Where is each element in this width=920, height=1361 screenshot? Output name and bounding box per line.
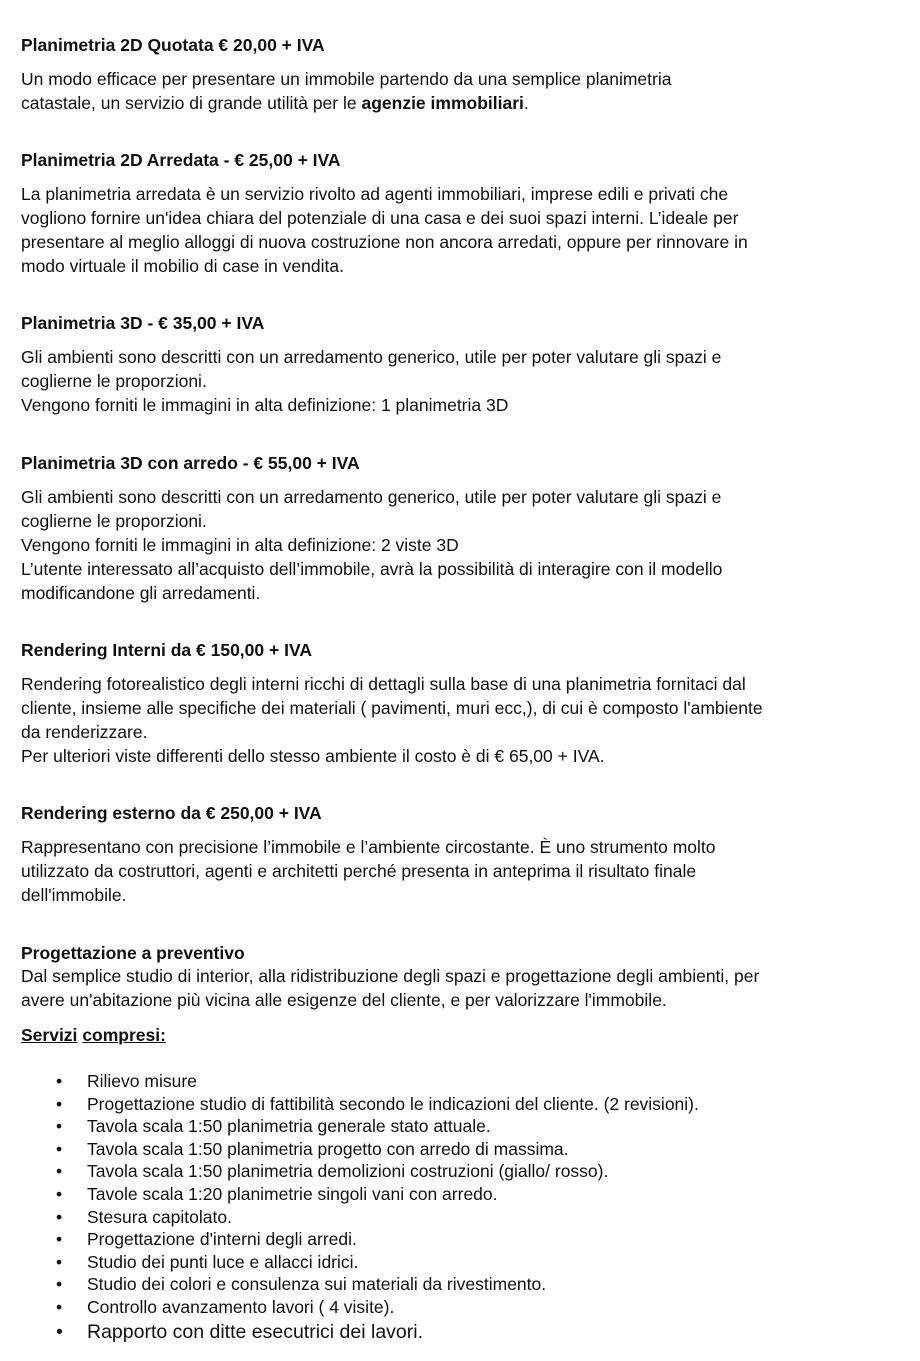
description-line: modificandone gli arredamenti. [21,583,261,603]
list-item [21,1273,699,1296]
list-item-text: Tavola scala 1:50 planimetria demolizioni costruzioni (giallo/ rosso). [87,1161,609,1182]
section-rendering-interni [21,639,763,768]
description-line: Rappresentano con precisione l’immobile e l’ambiente circostante. È uno strumento molto [21,837,716,857]
section-progettazione-a-preventivo [21,942,759,1012]
list-item [21,1115,699,1138]
description-line: Gli ambienti sono descritti con un arredamento generico, utile per poter valutare gli spazi e [21,347,722,367]
section-title: Rendering Interni da € 150,00 + IVA [21,640,312,660]
description-line: Un modo efficace per presentare un immobile partendo da una semplice planimetria [21,69,672,89]
list-item [21,1228,699,1251]
section-planimetria-2d-quotata [21,34,671,115]
section-description [21,835,716,907]
description-line: Vengono forniti le immagini in alta definizione: 1 planimetria 3D [21,395,509,415]
description-line: Gli ambienti sono descritti con un arredamento generico, utile per poter valutare gli spazi e [21,487,722,507]
section-planimetria-3d [21,312,721,417]
list-item-text: Tavole scala 1:20 planimetrie singoli vani con arredo. [87,1183,498,1204]
list-item-text: Studio dei punti luce e allacci idrici. [87,1251,359,1272]
section-description [21,182,748,278]
description-line: Rendering fotorealistico degli interni ricchi di dettagli sulla base di una planimetria fornitaci dal [21,674,746,694]
list-item [21,1206,699,1229]
description-line: utilizzato da costruttori, agenti e architetti perché presenta in anteprima il risultato finale [21,861,697,881]
section-planimetria-2d-arredata [21,149,748,278]
section-description [21,672,763,768]
description-line [21,91,671,115]
list-item-text: Tavola scala 1:50 planimetria generale stato attuale. [87,1116,491,1137]
services-list [21,1070,699,1346]
list-item-text: Tavola scala 1:50 planimetria progetto con arredo di massima. [87,1138,569,1159]
bullet-icon: • [56,1138,63,1159]
services-heading-word: compresi: [82,1025,166,1045]
section-description [21,485,722,605]
bullet-icon: • [56,1296,63,1317]
bullet-icon: • [56,1274,63,1295]
description-line: cliente, insieme alle specifiche dei materiali ( pavimenti, muri ecc,), di cui è composto l'ambiente [21,698,763,718]
bullet-icon: • [56,1071,63,1091]
description-line: Per ulteriori viste differenti dello stesso ambiente il costo è di € 65,00 + IVA. [21,746,605,766]
bullet-icon: • [56,1251,63,1272]
bullet-icon: • [56,1161,63,1182]
list-item [21,1070,699,1093]
bullet-icon: • [56,1093,63,1114]
list-item [21,1138,699,1161]
bullet-icon: • [56,1206,63,1227]
list-item [21,1183,699,1206]
section-title: Planimetria 3D con arredo - € 55,00 + IVA [21,453,360,473]
description-line: vogliono fornire un'idea chiara del potenziale di una casa e dei suoi spazi interni. L’ideale per [21,208,739,228]
section-title: Rendering esterno da € 250,00 + IVA [21,803,322,823]
bullet-icon: • [56,1229,63,1250]
description-line: avere un'abitazione più vicina alle esigenze del cliente, e per valorizzare l'immobile. [21,990,667,1010]
section-rendering-esterno [21,802,716,907]
description-line: coglierne le proporzioni. [21,511,207,531]
list-item-text: Stesura capitolato. [87,1206,232,1227]
list-item-text: Progettazione d'interni degli arredi. [87,1229,357,1250]
description-line: L’utente interessato all’acquisto dell’immobile, avrà la possibilità di interagire con il modello [21,559,723,579]
list-item-text: Rilievo misure [87,1071,197,1091]
section-description [21,345,721,417]
section-title: Planimetria 2D Quotata € 20,00 + IVA [21,35,325,55]
list-item-text: Progettazione studio di fattibilità secondo le indicazioni del cliente. (2 revisioni). [87,1093,699,1114]
description-line: coglierne le proporzioni. [21,371,207,391]
list-item-text: Rapporto con ditte esecutrici dei lavori. [87,1320,424,1343]
description-text: catastale, un servizio di grande utilità per le [21,93,362,113]
description-line: modo virtuale il mobilio di case in vendita. [21,256,344,276]
description-line: La planimetria arredata è un servizio rivolto ad agenti immobiliari, imprese edili e privati che [21,184,729,204]
description-line: da renderizzare. [21,722,148,742]
description-line: dell'immobile. [21,885,127,905]
description-line: presentare al meglio alloggi di nuova costruzione non ancora arredati, oppure per rinnovare in [21,232,748,252]
bullet-icon: • [56,1183,63,1204]
description-punctuation: . [523,93,529,113]
list-item [21,1160,699,1183]
list-item [21,1296,699,1319]
section-title: Planimetria 2D Arredata - € 25,00 + IVA [21,150,341,170]
list-item-text: Studio dei colori e consulenza sui materiali da rivestimento. [87,1274,547,1295]
list-item [21,1251,699,1274]
section-title: Planimetria 3D - € 35,00 + IVA [21,313,265,333]
bullet-icon: • [56,1320,63,1343]
services-heading [21,1024,166,1046]
section-planimetria-3d-con-arredo [21,452,722,605]
description-line: Dal semplice studio di interior, alla ridistribuzione degli spazi e progettazione degli ambienti, per [21,966,760,986]
description-line: Vengono forniti le immagini in alta definizione: 2 viste 3D [21,535,459,555]
section-description [21,964,759,1012]
section-description [21,67,671,115]
list-item-text: Controllo avanzamento lavori ( 4 visite). [87,1296,395,1317]
highlight-agenzie-immobiliari: agenzie immobiliari [361,93,524,113]
section-title: Progettazione a preventivo [21,943,245,963]
services-heading-word: Servizi [21,1025,78,1045]
bullet-icon: • [56,1116,63,1137]
list-item [21,1319,699,1346]
list-item [21,1093,699,1116]
